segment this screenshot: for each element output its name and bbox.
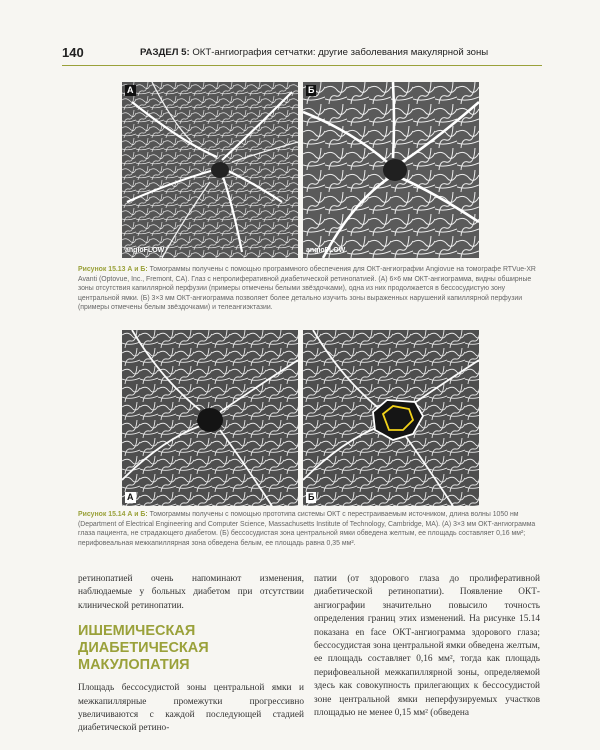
left-column [78, 573, 304, 736]
angiogram-b1 [303, 82, 479, 258]
figure-15-14-a-image [122, 330, 298, 506]
figure-15-13-b-image [303, 82, 479, 258]
section-label: РАЗДЕЛ 5: [140, 47, 190, 58]
figure-15-13-a-image [122, 82, 298, 258]
caption-label: Рисунок 15.14 А и Б: [78, 511, 148, 518]
figure-label-a: A [127, 85, 134, 95]
angiogram-a2 [122, 330, 298, 506]
body-paragraph: патии (от здорового глаза до пролиферативной диабетической ретинопатии). Появление ОКТ-ангиографии значительно повысило точность определения границ этих изменений. На рисунке 15.14 показана en face ОКТ-ангиограмма здорового глаза; бессосудистая зона центральной ямки обведена желтым, ее площадь составляет 0,16 мм², тогда как площадь перифовеальной межкапиллярной зоны, определяемой здесь как совокупность прилегающих к бессосудистой зоне центральной ямки неперфузируемых участков площадью не менее 0,15 мм² (обведена [314, 574, 540, 719]
figure-label-a: A [127, 492, 134, 502]
section-title-text: ОКТ-ангиография сетчатки: другие заболевания макулярной зоны [192, 47, 489, 58]
figure-15-14-caption [78, 510, 540, 548]
caption-text: Томограммы получены с помощью программного обеспечения для ОКТ-ангиографии Angiovue на томографе RTVue-XR Avanti (Optovue, Inc., Fremont, CA). Глаз с непролиферативной диабетической ретинопатией. (А) 6×6 мм ОКТ-ангиограмма, видны обширные зоны отсутствия капиллярной перфузии (примеры отмечены белыми звёздочками), одна из них продолжается в бессосудистую зону центральной ямки. (Б) 3×3 мм ОКТ-ангиограмма позволяет более детально изучить зоны выраженных нарушений капиллярной перфузии (примеры отмечены белым звёздочками) и телеангиэктазии. [78, 266, 536, 312]
figure-15-14-b-image [303, 330, 479, 506]
body-paragraph: Площадь бессосудистой зоны центральной ямки и межкапиллярные промежутки прогрессивно увеличиваются с каждой последующей стадией диабетической ретино- [78, 683, 304, 734]
page-number: 140 [62, 45, 84, 60]
figure-label-b: Б [308, 492, 315, 502]
caption-label: Рисунок 15.13 А и Б: [78, 266, 148, 273]
right-column [314, 573, 540, 720]
section-heading: ИШЕМИЧЕСКАЯ ДИАБЕТИЧЕСКАЯ МАКУЛОПАТИЯ [78, 623, 209, 674]
angiogram-b2 [303, 330, 479, 506]
angiogram-a1 [122, 82, 298, 258]
angioflow-logo: angioFLOW [306, 247, 346, 254]
angioflow-logo: angioFLOW [125, 247, 165, 254]
figure-label-b: Б [308, 85, 315, 95]
figure-15-13-caption [78, 265, 540, 313]
body-paragraph: ретинопатией очень напоминают изменения, наблюдаемые у больных диабетом при отсутствии клинической ретинопатии. [78, 574, 304, 611]
caption-text: Томограммы получены с помощью прототипа системы ОКТ с перестраиваемым источником, длина волны 1050 нм (Department of Electrical Engineering and Computer Science, Massachusetts Institute of Technology, Cambridge, MA). (А) 3×3 мм ОКТ-ангиограмма глаза пациента, не страдающего диабетом. (Б) бессосудистая зона центральной ямки обведена желтым, ее площадь составляет 0,16 мм²; перифовеальная межкапиллярная зона обведена белым, ее площадь равна 0,35 мм². [78, 511, 536, 547]
section-title [140, 47, 488, 58]
page-header [62, 45, 542, 66]
